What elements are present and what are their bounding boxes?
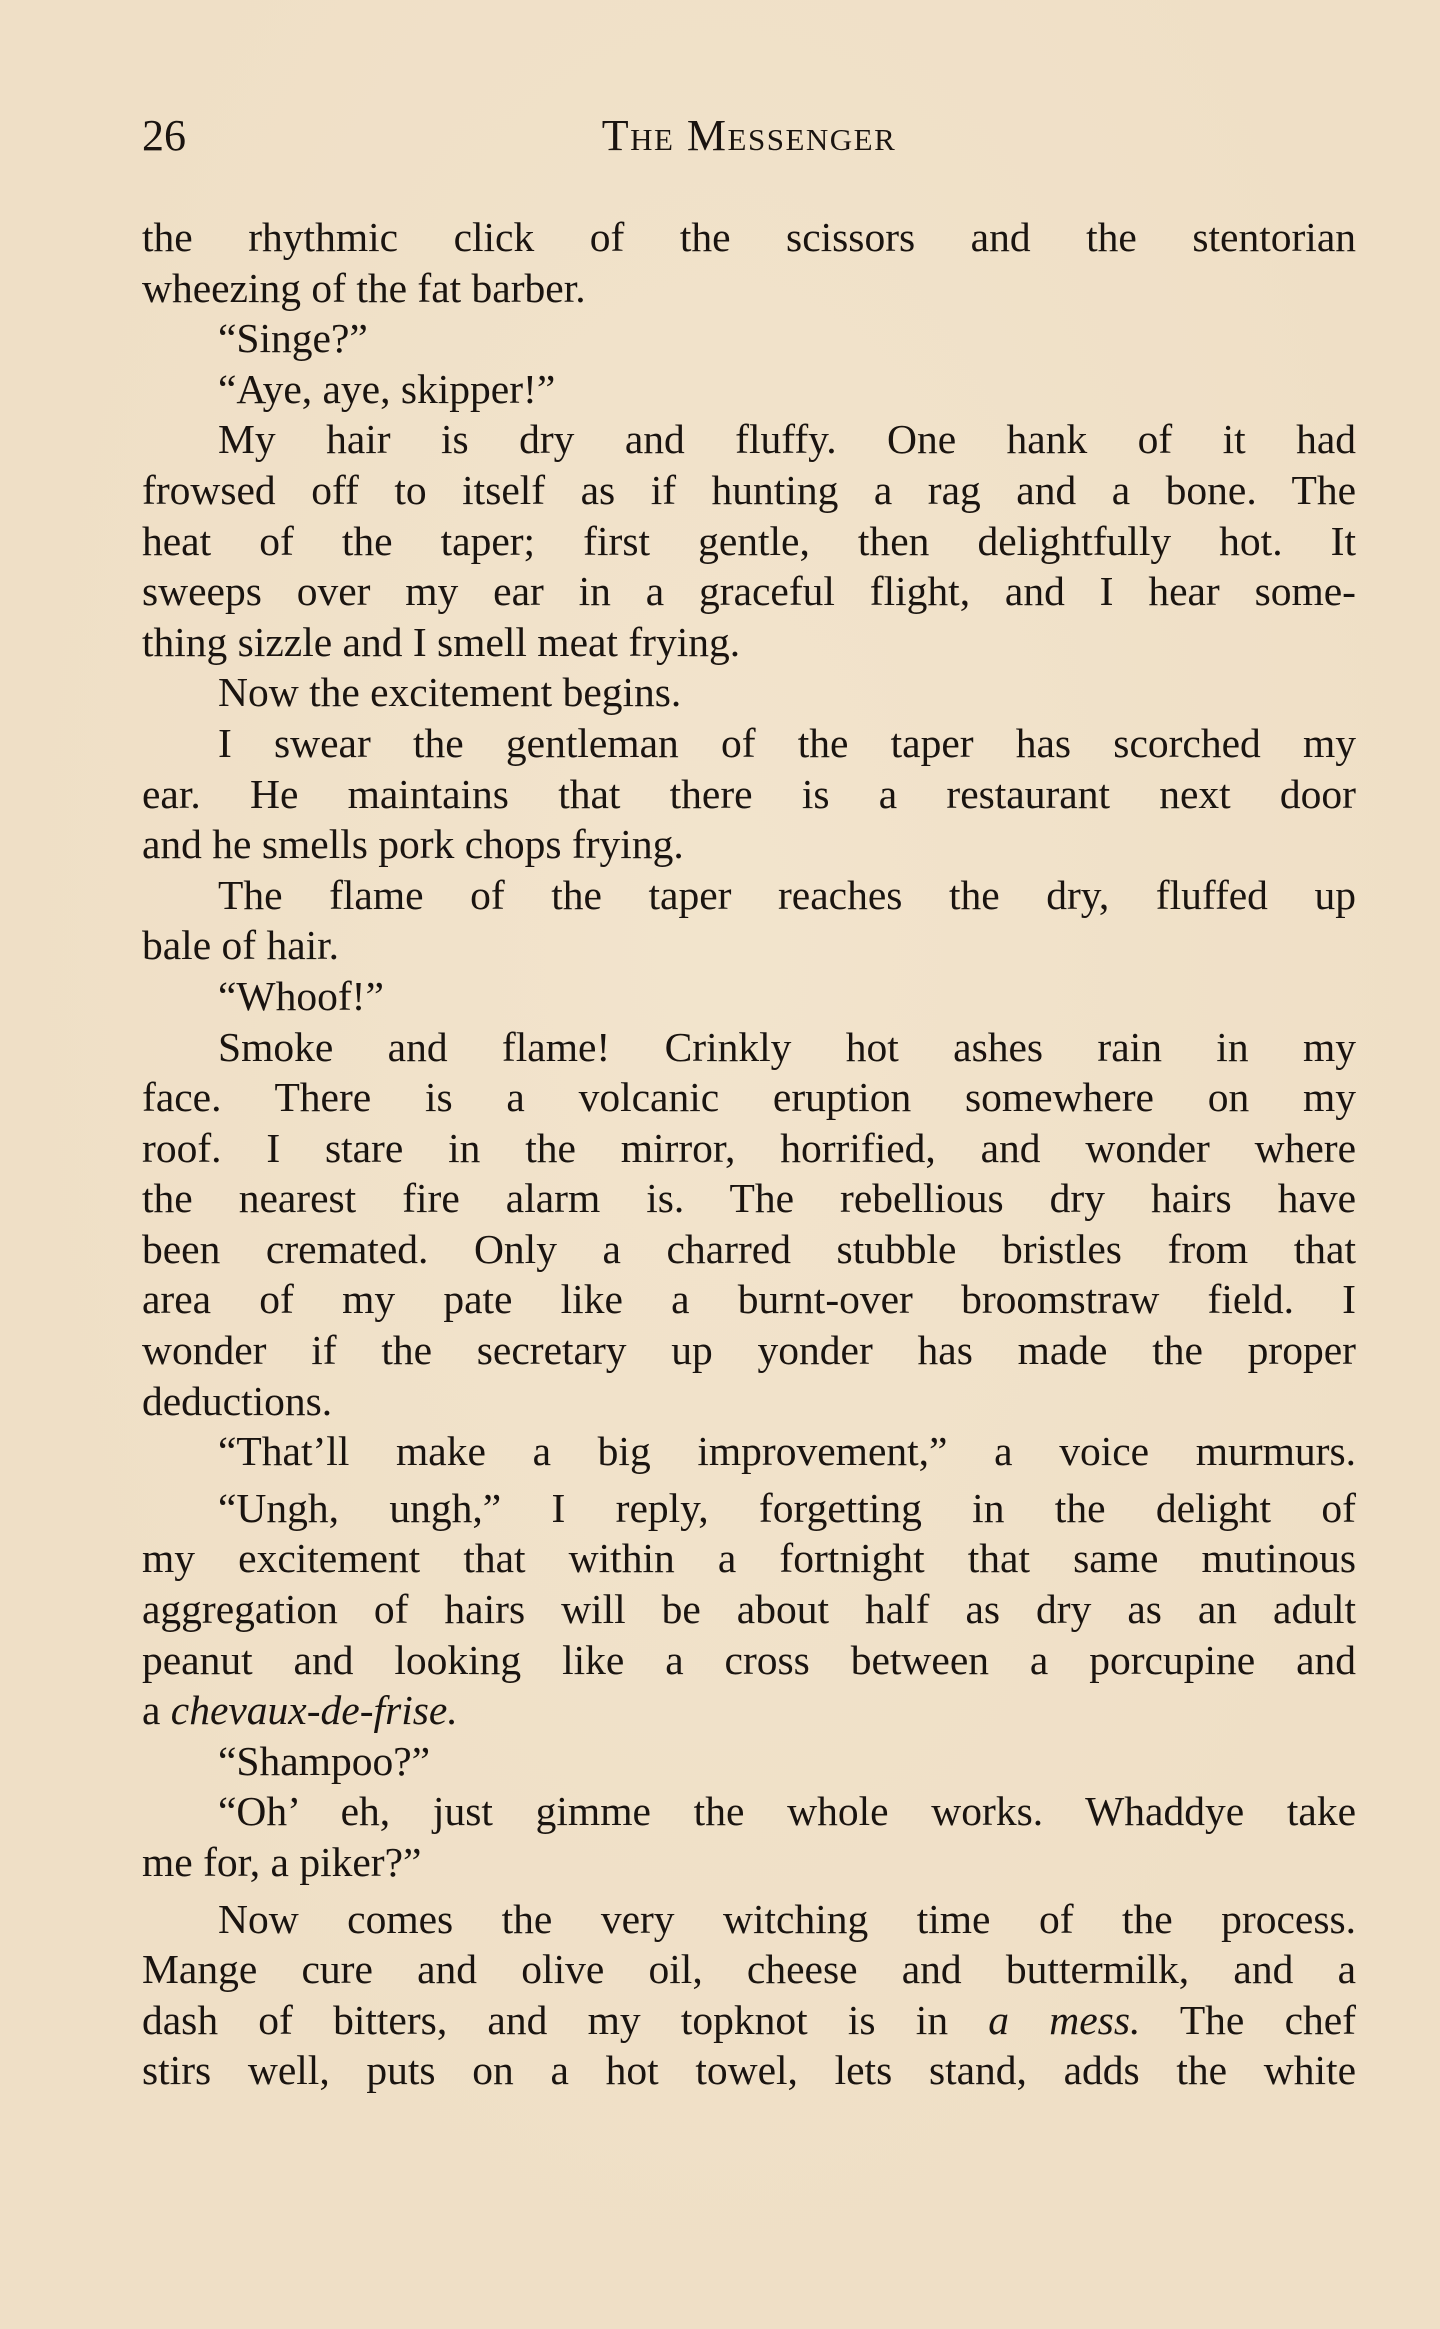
line-text: Smoke and flame! Crinkly hot ashes rain in my: [218, 1023, 1356, 1070]
line-text: been cremated. Only a charred stubble bristles from that: [142, 1225, 1356, 1272]
text-line: [142, 1837, 1356, 1888]
line-text: “Singe?”: [218, 315, 368, 362]
text-line: [142, 1274, 1356, 1325]
line-text: the rhythmic click of the scissors and the stentorian: [142, 214, 1356, 260]
line-text: Now the excitement begins.: [218, 669, 682, 716]
line-text: roof. I stare in the mirror, horrified, and wonder where: [142, 1124, 1356, 1171]
text-line: [142, 1786, 1356, 1837]
text-line: [142, 1376, 1356, 1427]
text-line: [142, 1426, 1356, 1477]
line-text: face. There is a volcanic eruption somewhere on my: [142, 1074, 1356, 1121]
running-head: [142, 106, 1356, 166]
text-line: [142, 414, 1356, 465]
text-line: [142, 971, 1356, 1022]
text-line: [142, 1173, 1356, 1224]
text-line: [142, 364, 1356, 415]
text-line: [142, 1325, 1356, 1376]
line-text: ear. He maintains that there is a restaurant next door: [142, 770, 1356, 817]
text-line: [142, 1736, 1356, 1787]
body-text: [142, 212, 1356, 2096]
text-line: [142, 718, 1356, 769]
line-text: dash of bitters, and my topknot is in: [142, 1996, 989, 2043]
line-text: “Aye, aye, skipper!”: [218, 365, 556, 412]
text-line: [142, 566, 1356, 617]
line-text: the nearest fire alarm is. The rebellious dry hairs have: [142, 1175, 1356, 1222]
line-text: heat of the taper; first gentle, then delightfully hot. It: [142, 517, 1356, 564]
text-line: [142, 465, 1356, 516]
text-line: [142, 870, 1356, 921]
page-number: 26: [142, 111, 186, 160]
text-line: [142, 313, 1356, 364]
text-line: [142, 1995, 1356, 2046]
line-text: my excitement that within a fortnight that same mutinous: [142, 1535, 1356, 1582]
italic-text: chevaux-de-frise.: [170, 1687, 458, 1734]
text-line: [142, 1123, 1356, 1174]
line-text: The flame of the taper reaches the dry, fluffed up: [218, 871, 1356, 918]
line-text: “That’ll make a big improvement,” a voice murmurs.: [218, 1428, 1356, 1475]
line-text: a: [142, 1687, 171, 1734]
line-text: “Ungh, ungh,” I reply, forgetting in the delight of: [218, 1484, 1356, 1531]
text-line: [142, 212, 1356, 263]
line-text: thing sizzle and I smell meat frying.: [142, 618, 741, 665]
text-line: [142, 1635, 1356, 1686]
text-line: [142, 1944, 1356, 1995]
line-text: “Whoof!”: [218, 972, 384, 1019]
line-text: The chef: [1140, 1996, 1356, 2043]
text-line: [142, 1894, 1356, 1945]
line-text: wonder if the secretary up yonder has made the proper: [142, 1327, 1356, 1374]
line-text: me for, a piker?”: [142, 1839, 422, 1885]
running-title: The Messenger: [601, 111, 897, 160]
text-line: [142, 1022, 1356, 1073]
line-text: wheezing of the fat barber.: [142, 264, 586, 311]
line-text: peanut and looking like a cross between a porcupine and: [142, 1636, 1356, 1683]
line-text: Now comes the very witching time of the process.: [218, 1895, 1356, 1942]
text-line: [142, 920, 1356, 971]
text-line: [142, 1483, 1356, 1534]
text-line: [142, 1072, 1356, 1123]
text-line: [142, 819, 1356, 870]
line-text: I swear the gentleman of the taper has scorched my: [218, 719, 1356, 766]
text-line: [142, 617, 1356, 668]
line-text: stirs well, puts on a hot towel, lets stand, adds the white: [142, 2047, 1356, 2094]
line-text: My hair is dry and fluffy. One hank of it had: [218, 416, 1356, 463]
text-line: [142, 1224, 1356, 1275]
line-text: Mange cure and olive oil, cheese and buttermilk, and a: [142, 1946, 1356, 1993]
italic-text: a mess.: [988, 1996, 1141, 2043]
line-text: frowsed off to itself as if hunting a rag and a bone. The: [142, 466, 1356, 513]
text-line: [142, 667, 1356, 718]
line-text: deductions.: [142, 1377, 333, 1424]
text-line: [142, 516, 1356, 567]
text-line: [142, 2045, 1356, 2096]
text-line: [142, 263, 1356, 314]
text-line: [142, 1584, 1356, 1635]
line-text: sweeps over my ear in a graceful flight, and I hear some-: [142, 568, 1356, 615]
line-text: bale of hair.: [142, 922, 340, 969]
text-line: [142, 1685, 1356, 1736]
line-text: area of my pate like a burnt-over broomstraw field. I: [142, 1276, 1356, 1323]
text-line: [142, 1533, 1356, 1584]
line-text: “Oh’ eh, just gimme the whole works. Whaddye take: [218, 1788, 1356, 1835]
text-line: [142, 769, 1356, 820]
line-text: and he smells pork chops frying.: [142, 821, 684, 868]
line-text: “Shampoo?”: [218, 1737, 431, 1784]
line-text: aggregation of hairs will be about half as dry as an adult: [142, 1586, 1356, 1633]
